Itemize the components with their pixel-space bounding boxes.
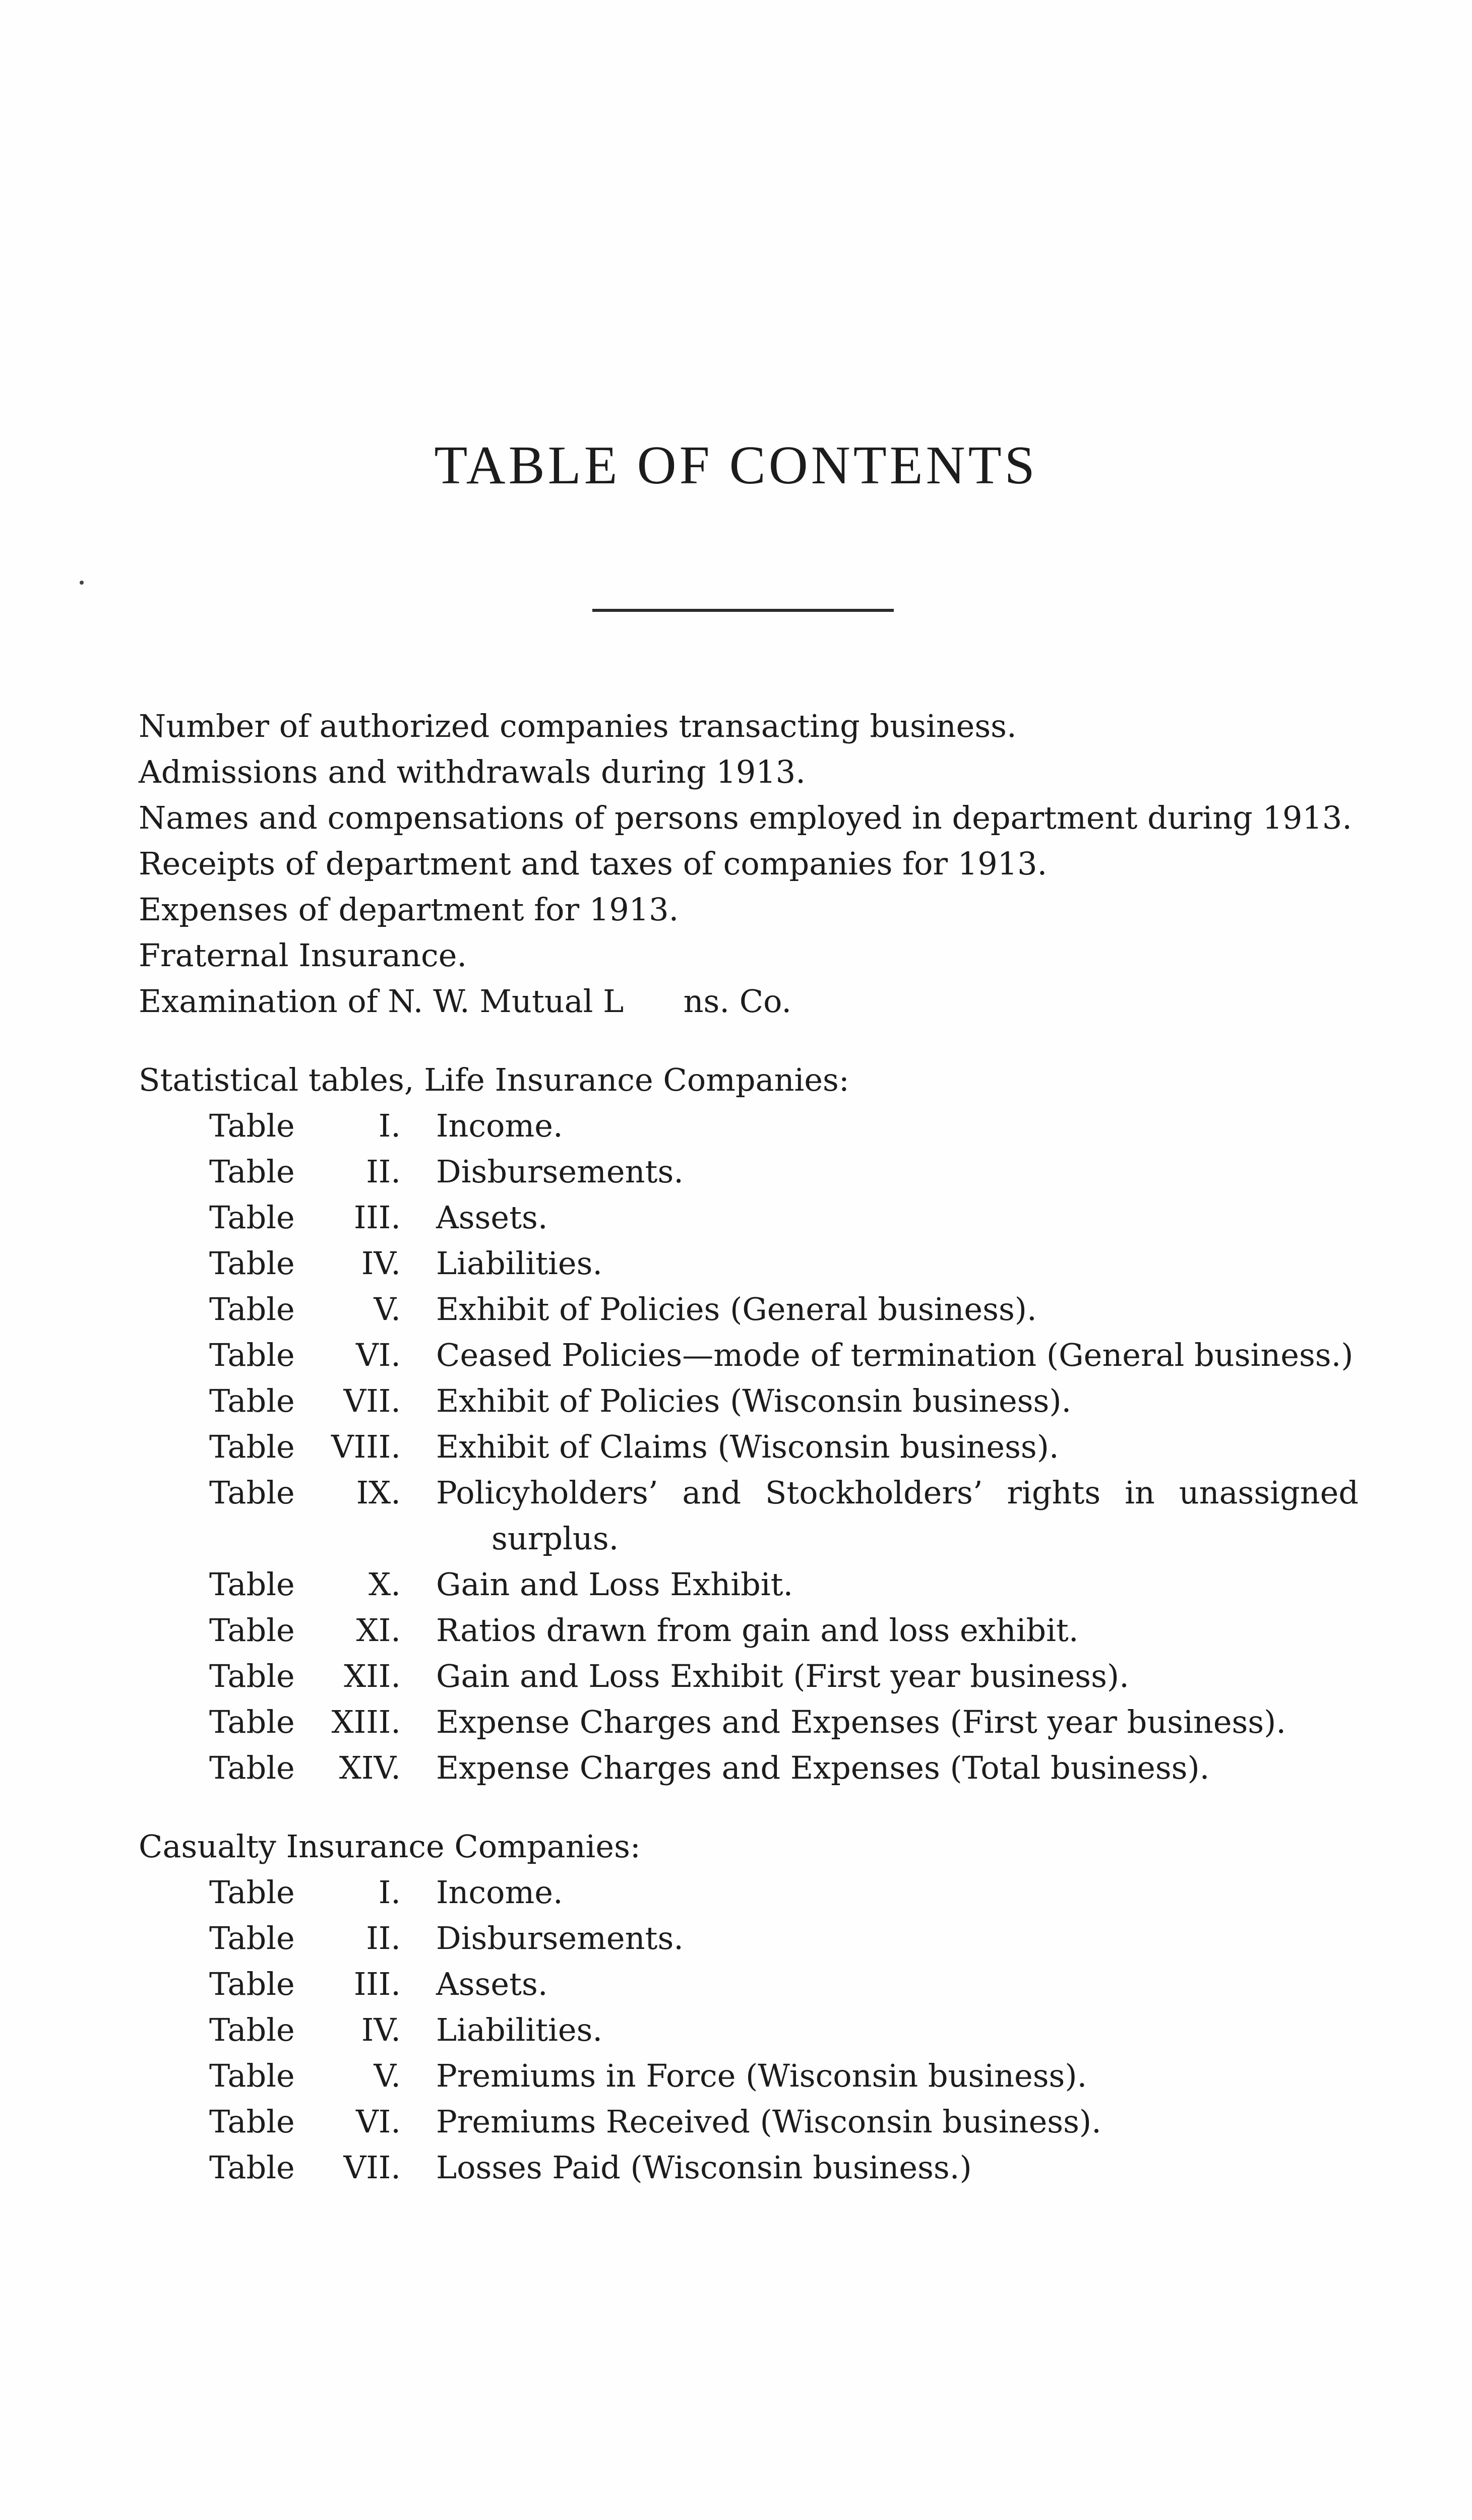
- casualty-table-row: [139, 2145, 1359, 2190]
- table-description: Income.: [436, 1107, 563, 1144]
- table-word: Table: [209, 1245, 295, 1282]
- casualty-table-row: [139, 1961, 1359, 2007]
- table-description: Disbursements.: [436, 1153, 684, 1190]
- table-description: Liabilities.: [436, 1245, 603, 1282]
- table-word: Table: [209, 2057, 295, 2094]
- table-number: XI.: [356, 1612, 401, 1649]
- table-word: Table: [209, 1291, 295, 1328]
- life-table-row: [139, 1607, 1359, 1653]
- table-description: Expense Charges and Expenses (Total business).: [436, 1749, 1210, 1786]
- table-description: Exhibit of Policies (General business).: [436, 1291, 1037, 1328]
- life-table-row: [139, 1149, 1359, 1194]
- table-word: Table: [209, 1874, 295, 1911]
- page-title: TABLE OF CONTENTS: [434, 435, 1038, 495]
- table-description: Losses Paid (Wisconsin business.): [436, 2149, 972, 2186]
- life-section-heading: Statistical tables, Life Insurance Companies:: [139, 1061, 849, 1098]
- table-number: X.: [369, 1566, 401, 1603]
- casualty-table-list: [139, 1869, 1359, 2190]
- casualty-section-heading: Casualty Insurance Companies:: [139, 1828, 641, 1865]
- table-number: IV.: [361, 2011, 401, 2048]
- table-number: IV.: [361, 1245, 401, 1282]
- title-divider: [592, 609, 894, 612]
- table-description: Disbursements.: [436, 1920, 684, 1957]
- table-word: Table: [209, 1107, 295, 1144]
- table-word: Table: [209, 2103, 295, 2140]
- table-description: Premiums in Force (Wisconsin business).: [436, 2057, 1087, 2094]
- casualty-table-row: [139, 1915, 1359, 1961]
- table-number: VIII.: [331, 1428, 401, 1465]
- table-number: VII.: [343, 2149, 401, 2186]
- contents-entry: Examination of N. W. Mutual L ns. Co.: [139, 983, 792, 1020]
- life-table-row: [139, 1240, 1359, 1286]
- table-number: I.: [378, 1107, 401, 1144]
- table-word: Table: [209, 1966, 295, 2002]
- life-table-row: [139, 1378, 1359, 1424]
- contents-entry: Fraternal Insurance.: [139, 937, 467, 974]
- casualty-table-row: [139, 1869, 1359, 1915]
- contents-entry: Names and compensations of persons employed in department during 1913.: [139, 799, 1353, 836]
- life-table-row: [139, 1470, 1359, 1561]
- table-description: Exhibit of Claims (Wisconsin business).: [436, 1428, 1059, 1465]
- life-table-row: [139, 1561, 1359, 1607]
- table-number: I.: [378, 1874, 401, 1911]
- table-word: Table: [209, 1612, 295, 1649]
- table-description: Assets.: [436, 1199, 548, 1236]
- life-table-row: [139, 1699, 1359, 1745]
- contents-entry: Expenses of department for 1913.: [139, 891, 679, 928]
- life-table-row: [139, 1332, 1359, 1378]
- table-word: Table: [209, 1658, 295, 1694]
- table-number: II.: [366, 1920, 401, 1957]
- contents-entry: Admissions and withdrawals during 1913.: [139, 753, 806, 790]
- table-word: Table: [209, 1920, 295, 1957]
- life-table-row: [139, 1653, 1359, 1699]
- table-word: Table: [209, 1428, 295, 1465]
- table-number: VII.: [343, 1382, 401, 1419]
- table-number: II.: [366, 1153, 401, 1190]
- table-word: Table: [209, 2011, 295, 2048]
- table-word: Table: [209, 1199, 295, 1236]
- table-description: Premiums Received (Wisconsin business).: [436, 2103, 1101, 2140]
- contents-entry: Number of authorized companies transacting business.: [139, 708, 1017, 744]
- table-number: III.: [353, 1966, 401, 2002]
- table-number: XIII.: [331, 1704, 401, 1740]
- table-description: Income.: [436, 1874, 563, 1911]
- table-description: Assets.: [436, 1966, 548, 2002]
- table-number: XIV.: [339, 1749, 401, 1786]
- table-word: Table: [209, 2149, 295, 2186]
- life-table-row: [139, 1194, 1359, 1240]
- table-word: Table: [209, 1749, 295, 1786]
- table-word: Table: [209, 1337, 295, 1373]
- contents-entry: Receipts of department and taxes of companies for 1913.: [139, 845, 1048, 882]
- table-word: Table: [209, 1382, 295, 1419]
- life-table-row: [139, 1424, 1359, 1470]
- table-word: Table: [209, 1153, 295, 1190]
- table-number: V.: [374, 2057, 401, 2094]
- table-description: Ceased Policies—mode of termination (General business.): [436, 1337, 1354, 1373]
- table-number: VI.: [356, 2103, 401, 2140]
- life-table-row: [139, 1103, 1359, 1149]
- table-number: IX.: [356, 1474, 401, 1511]
- table-description: Ratios drawn from gain and loss exhibit.: [436, 1612, 1079, 1649]
- casualty-table-row: [139, 2007, 1359, 2053]
- table-description: Policyholders’ and Stockholders’ rights in unassigned surplus.: [436, 1474, 1359, 1557]
- table-number: V.: [374, 1291, 401, 1328]
- life-table-row: [139, 1745, 1359, 1791]
- table-description: Exhibit of Policies (Wisconsin business).: [436, 1382, 1072, 1419]
- table-number: XII.: [344, 1658, 401, 1694]
- life-table-list: [139, 1103, 1359, 1791]
- table-description: Expense Charges and Expenses (First year business).: [436, 1704, 1286, 1740]
- print-speck: [80, 581, 84, 585]
- casualty-table-row: [139, 2053, 1359, 2099]
- contents-list: [139, 703, 1359, 2190]
- table-word: Table: [209, 1704, 295, 1740]
- table-number: VI.: [356, 1337, 401, 1373]
- table-description: Liabilities.: [436, 2011, 603, 2048]
- table-description: Gain and Loss Exhibit (First year business).: [436, 1658, 1129, 1694]
- table-description: Gain and Loss Exhibit.: [436, 1566, 793, 1603]
- table-number: III.: [353, 1199, 401, 1236]
- table-word: Table: [209, 1566, 295, 1603]
- life-table-row: [139, 1286, 1359, 1332]
- casualty-table-row: [139, 2099, 1359, 2145]
- table-word: Table: [209, 1474, 295, 1511]
